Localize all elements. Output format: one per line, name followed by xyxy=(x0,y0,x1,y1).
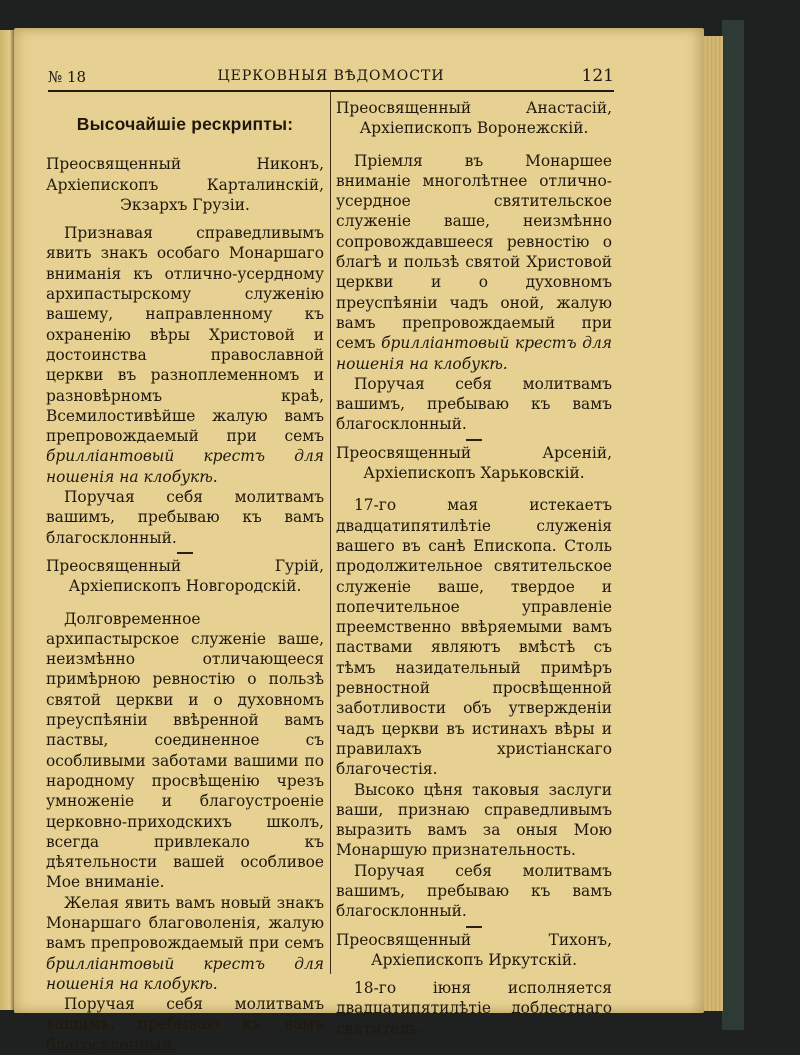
rescript-addressee: Преосвященный Арсеній, Архіепископъ Харьковскій. xyxy=(336,443,612,483)
left-page-edge xyxy=(0,30,14,1010)
section-dash xyxy=(466,439,482,441)
section-heading: Высочайшіе рескрипты: xyxy=(76,114,294,134)
rescript-addressee: Преосвященный Тихонъ, Архіепископъ Иркутскій. xyxy=(336,930,612,969)
rescript-italic-award: бриллiантовый крестъ для ношенія на клобукѣ. xyxy=(46,447,324,486)
rescript-addressee: Преосвященный Гурій, Архіепископъ Новгородскій. xyxy=(46,556,324,596)
rescript-closing: Поручая себя молитвамъ вашимъ, пребываю къ вамъ благосклонный. xyxy=(46,995,324,1054)
rescript-paragraph: Долговременное архипастырское служеніе ваше, неизмѣнно отличающееся примѣрною ревностію о пользѣ святой церкви и о духовномъ преуспѣяніи ввѣренной вамъ паствы, соединенное съ особливыми заботами вашими по народному просвѣщенію чрезъ умноженіе и благоустроеніе церковно-приходскихъ школъ, всегда привлекало къ дѣятельности вашей особливое Мое вниманіе. xyxy=(46,609,324,892)
rescript-paragraph: Пріемля въ Монаршее вниманіе многолѣтнее отлично-усердное святительское служеніе ваше, неизмѣнно сопровождавшееся ревностію о благѣ и пользѣ святой Христовой церкви и о духовномъ преуспѣяніи чадъ оной, жалую вамъ препровождаемый при семъ бриллiантовый крестъ для ношенія на клобукѣ. xyxy=(336,151,612,373)
rescript-paragraph: 18-го іюня исполняется двадцатипятилѣтіе доблестнаго святитель- xyxy=(336,979,612,1038)
rescript-addressee: Преосвященный Анастасій, Архіепископъ Воронежскій. xyxy=(336,99,612,138)
running-head xyxy=(48,64,614,90)
rescript-closing: Поручая себя молитвамъ вашимъ, пребываю къ вамъ благосклонный. xyxy=(336,861,612,921)
rescript-paragraph: 17-го мая истекаетъ двадцатипятилѣтіе служенія вашего въ санѣ Епископа. Столь продолжительное святительское служеніе ваше, твердое и попечительное управленіе преемственно ввѣряемыми вамъ паствами являютъ вмѣстѣ съ тѣмъ назидательный примѣръ ревностной просвѣщенной заботливости объ утвержденіи чадъ церкви въ истинахъ вѣры и правилахъ христіанскаго благочестія. xyxy=(336,496,612,779)
section-dash xyxy=(466,926,482,928)
rescript-paragraph: Желая явить вамъ новый знакъ Монаршаго благоволенія, жалую вамъ препровождаемый при семъ бриллiантовый крестъ для ношенія на клобукѣ. xyxy=(46,893,324,993)
rescript-italic-award: бриллiантовый крестъ для ношенія на клобукѣ. xyxy=(46,954,324,993)
rescript-closing: Поручая себя молитвамъ вашимъ, пребываю къ вамъ благосклонный. xyxy=(336,374,612,434)
rescript-paragraph: Высоко цѣня таковыя заслуги ваши, признаю справедливымъ выразить вамъ за оныя Мою Монаршую признательность. xyxy=(336,780,612,860)
rescript-addressee: Преосвященный Никонъ, Архіепископъ Карталинскій, Экзархъ Грузіи. xyxy=(46,155,324,214)
page-number: 121 xyxy=(581,66,614,86)
book-cover xyxy=(722,20,744,1030)
journal-title: ЦЕРКОВНЫЯ ВѢДОМОСТИ xyxy=(217,68,445,84)
left-column xyxy=(46,98,324,1055)
rescript-closing: Поручая себя молитвамъ вашимъ, пребываю къ вамъ благосклонный. xyxy=(46,488,324,547)
issue-number: № 18 xyxy=(48,68,87,86)
header-rule xyxy=(48,90,614,92)
rescript-italic-award: бриллiантовый крестъ для ношенія на клобукѣ. xyxy=(336,334,612,373)
column-divider xyxy=(330,92,331,974)
right-column xyxy=(336,98,612,1039)
rescript-paragraph: Признавая справедливымъ явить знакъ особаго Монаршаго вниманія къ отлично-усердному архипастырскому служенію вашему, направленному къ охраненію вѣры Христовой и достоинства православной церкви въ разноплеменномъ и разновѣрномъ краѣ, Всемилостивѣйше жалую вамъ препровождаемый при семъ бриллiантовый крестъ для ношенія на клобукѣ. xyxy=(46,224,324,486)
section-dash xyxy=(177,552,193,554)
